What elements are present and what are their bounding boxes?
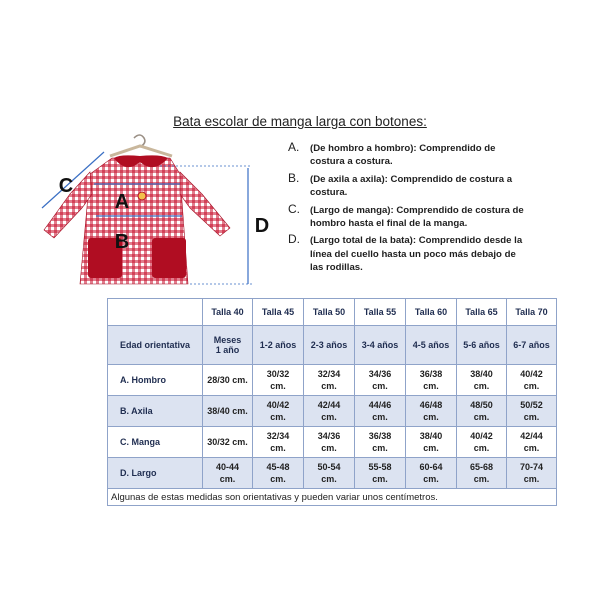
age-cell: 6-7 años [507, 326, 557, 365]
value-cell: 30/32 cm. [203, 427, 253, 458]
age-cell: Meses 1 año [203, 326, 253, 365]
definition-text: (Largo total de la bata): Comprendido desde la línea del cuello hasta un poco más debajo de las rodillas. [310, 235, 523, 274]
letter-c: C [58, 175, 74, 197]
measurement-definitions [288, 142, 528, 279]
row-label: D. Largo [108, 458, 203, 489]
definition-letter: B. [288, 170, 300, 185]
smock-illustration [30, 134, 280, 302]
size-header: Talla 55 [355, 299, 406, 326]
value-cell: 42/44 cm. [507, 427, 557, 458]
value-cell: 36/38 cm. [406, 365, 457, 396]
age-cell: 4-5 años [406, 326, 457, 365]
size-header: Talla 40 [203, 299, 253, 326]
table-row-hombro [108, 365, 557, 396]
letter-a: A [114, 191, 130, 213]
value-cell: 48/50 cm. [457, 396, 507, 427]
value-cell: 42/44 cm. [304, 396, 355, 427]
table-note: Algunas de estas medidas son orientativas y pueden variar unos centímetros. [108, 489, 557, 506]
value-cell: 46/48 cm. [406, 396, 457, 427]
size-header: Talla 70 [507, 299, 557, 326]
value-cell: 36/38 cm. [355, 427, 406, 458]
row-label: B. Axila [108, 396, 203, 427]
size-header: Talla 60 [406, 299, 457, 326]
age-label: Edad orientativa [108, 326, 203, 365]
age-cell: 2-3 años [304, 326, 355, 365]
value-cell: 40-44 cm. [203, 458, 253, 489]
definition-d [288, 234, 528, 274]
page-title: Bata escolar de manga larga con botones: [173, 114, 427, 129]
size-header: Talla 65 [457, 299, 507, 326]
definition-c [288, 201, 528, 231]
value-cell: 34/36 cm. [355, 365, 406, 396]
value-cell: 32/34 cm. [253, 427, 304, 458]
value-cell: 70-74 cm. [507, 458, 557, 489]
flower-emblem [138, 192, 146, 200]
size-header: Talla 45 [253, 299, 304, 326]
value-cell: 40/42 cm. [507, 365, 557, 396]
row-label: A. Hombro [108, 365, 203, 396]
value-cell: 38/40 cm. [203, 396, 253, 427]
corner-cell [108, 299, 203, 326]
table-row-largo [108, 458, 557, 489]
definition-letter: A. [288, 140, 300, 154]
right-pocket [152, 238, 186, 278]
size-table [107, 298, 557, 506]
definition-text: (Largo de manga): Comprendido de costura de hombro hasta el final de la manga. [310, 204, 524, 230]
table-header-row [108, 299, 557, 326]
definition-text: (De hombro a hombro): Comprendido de costura a costura. [310, 143, 496, 168]
note-row [108, 489, 557, 506]
right-sleeve [180, 172, 230, 236]
value-cell: 65-68 cm. [457, 458, 507, 489]
value-cell: 40/42 cm. [457, 427, 507, 458]
row-label: C. Manga [108, 427, 203, 458]
definition-letter: D. [288, 232, 300, 247]
value-cell: 38/40 cm. [457, 365, 507, 396]
age-cell: 3-4 años [355, 326, 406, 365]
letter-b: B [114, 231, 130, 253]
hanger-bar [110, 146, 172, 156]
value-cell: 44/46 cm. [355, 396, 406, 427]
age-cell: 1-2 años [253, 326, 304, 365]
value-cell: 28/30 cm. [203, 365, 253, 396]
value-cell: 60-64 cm. [406, 458, 457, 489]
definition-b [288, 170, 528, 200]
value-cell: 38/40 cm. [406, 427, 457, 458]
value-cell: 55-58 cm. [355, 458, 406, 489]
value-cell: 30/32 cm. [253, 365, 304, 396]
value-cell: 50/52 cm. [507, 396, 557, 427]
size-header: Talla 50 [304, 299, 355, 326]
letter-d: D [254, 215, 270, 237]
value-cell: 34/36 cm. [304, 427, 355, 458]
value-cell: 50-54 cm. [304, 458, 355, 489]
age-row [108, 326, 557, 365]
table-row-manga [108, 427, 557, 458]
value-cell: 45-48 cm. [253, 458, 304, 489]
value-cell: 32/34 cm. [304, 365, 355, 396]
age-cell: 5-6 años [457, 326, 507, 365]
definition-letter: C. [288, 201, 300, 216]
value-cell: 40/42 cm. [253, 396, 304, 427]
definition-text: (De axila a axila): Comprendido de costura a costura. [310, 173, 513, 199]
table-row-axila [108, 396, 557, 427]
definition-a [288, 142, 528, 169]
